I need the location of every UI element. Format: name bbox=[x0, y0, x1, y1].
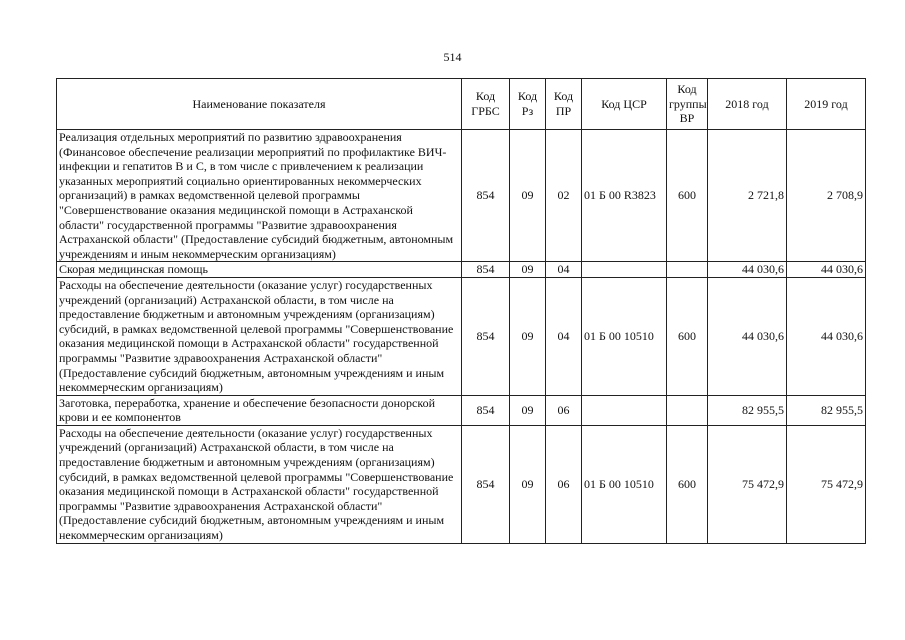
row-vr bbox=[667, 395, 708, 425]
row-rz: 09 bbox=[510, 262, 546, 278]
header-2018: 2018 год bbox=[708, 79, 787, 130]
row-rz: 09 bbox=[510, 277, 546, 395]
row-csr bbox=[582, 262, 667, 278]
row-rz: 09 bbox=[510, 425, 546, 543]
row-grbs: 854 bbox=[462, 277, 510, 395]
header-vr: Код группы ВР bbox=[667, 79, 708, 130]
row-name: Расходы на обеспечение деятельности (оказание услуг) государственных учреждений (организаций) Астраханской области, в том числе на предоставление бюджетным и автономным учреждениям (организациям) субсидий, в рамках ведомственной целевой программы "Совершенствование оказания медицинской помощи в Астраханской области" государственной программы "Развитие здравоохранения Астраханской области" (Предоставление субсидий бюджетным, автономным учреждениям и иным некоммерческим организациям) bbox=[57, 425, 462, 543]
row-pr: 04 bbox=[546, 277, 582, 395]
row-grbs: 854 bbox=[462, 395, 510, 425]
row-2018: 44 030,6 bbox=[708, 277, 787, 395]
row-2018: 75 472,9 bbox=[708, 425, 787, 543]
page-number: 514 bbox=[443, 50, 462, 64]
header-2019: 2019 год bbox=[787, 79, 866, 130]
row-name: Заготовка, переработка, хранение и обеспечение безопасности донорской крови и ее компонентов bbox=[57, 395, 462, 425]
row-name: Реализация отдельных мероприятий по развитию здравоохранения (Финансовое обеспечение реализации мероприятий по профилактике ВИЧ-инфекции и гепатитов В и С, в том числе с привлечением к реализации указанных мероприятий социально ориентированных некоммерческих организаций) в рамках ведомственной целевой программы "Совершенствование оказания медицинской помощи в Астраханской области" государственной программы "Развитие здравоохранения Астраханской области" (Предоставление субсидий бюджетным, автономным учреждениям и иным некоммерческим организациям) bbox=[57, 130, 462, 262]
row-pr: 02 bbox=[546, 130, 582, 262]
row-2019: 2 708,9 bbox=[787, 130, 866, 262]
table-header-row bbox=[57, 79, 866, 130]
row-2019: 82 955,5 bbox=[787, 395, 866, 425]
row-2018: 44 030,6 bbox=[708, 262, 787, 278]
row-pr: 04 bbox=[546, 262, 582, 278]
row-name: Расходы на обеспечение деятельности (оказание услуг) государственных учреждений (организаций) Астраханской области, в том числе на предоставление бюджетным и автономным учреждениям (организациям) субсидий, в рамках ведомственной целевой программы "Совершенствование оказания медицинской помощи в Астраханской области" государственной программы "Развитие здравоохранения Астраханской области" (Предоставление субсидий бюджетным, автономным учреждениям и иным некоммерческим организациям) bbox=[57, 277, 462, 395]
table-row bbox=[57, 262, 866, 278]
row-pr: 06 bbox=[546, 395, 582, 425]
table-row bbox=[57, 130, 866, 262]
table-row bbox=[57, 395, 866, 425]
table-row bbox=[57, 277, 866, 395]
row-rz: 09 bbox=[510, 130, 546, 262]
row-vr bbox=[667, 262, 708, 278]
row-csr: 01 Б 00 10510 bbox=[582, 425, 667, 543]
row-rz: 09 bbox=[510, 395, 546, 425]
row-vr: 600 bbox=[667, 425, 708, 543]
row-grbs: 854 bbox=[462, 262, 510, 278]
row-2019: 44 030,6 bbox=[787, 277, 866, 395]
row-2018: 82 955,5 bbox=[708, 395, 787, 425]
row-csr: 01 Б 00 R3823 bbox=[582, 130, 667, 262]
row-2018: 2 721,8 bbox=[708, 130, 787, 262]
row-vr: 600 bbox=[667, 277, 708, 395]
table-row bbox=[57, 425, 866, 543]
budget-table bbox=[56, 78, 866, 544]
row-grbs: 854 bbox=[462, 130, 510, 262]
header-pr: Код ПР bbox=[546, 79, 582, 130]
row-2019: 44 030,6 bbox=[787, 262, 866, 278]
header-rz: Код Рз bbox=[510, 79, 546, 130]
row-name: Скорая медицинская помощь bbox=[57, 262, 462, 278]
row-pr: 06 bbox=[546, 425, 582, 543]
row-csr: 01 Б 00 10510 bbox=[582, 277, 667, 395]
header-csr: Код ЦСР bbox=[582, 79, 667, 130]
row-2019: 75 472,9 bbox=[787, 425, 866, 543]
row-vr: 600 bbox=[667, 130, 708, 262]
header-name: Наименование показателя bbox=[57, 79, 462, 130]
header-grbs: Код ГРБС bbox=[462, 79, 510, 130]
row-csr bbox=[582, 395, 667, 425]
row-grbs: 854 bbox=[462, 425, 510, 543]
